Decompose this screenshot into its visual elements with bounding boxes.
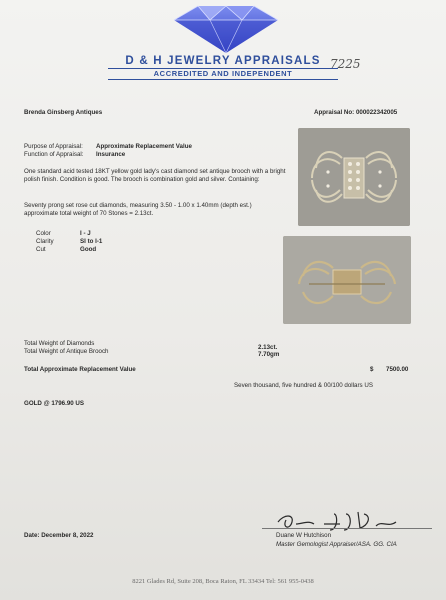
signature-line bbox=[262, 528, 432, 529]
total-brooch-label: Total Weight of Antique Brooch bbox=[24, 348, 109, 355]
brooch-photo-front bbox=[298, 128, 410, 226]
client-name: Brenda Ginsberg Antiques bbox=[24, 109, 103, 116]
diamond-paragraph: Seventy prong set rose cut diamonds, measuring 3.50 - 1.00 x 1.40mm (depth est.) approximate total weight of 70 Stones = 2.13ct. bbox=[24, 202, 252, 218]
function-value: Insurance bbox=[96, 151, 126, 158]
replacement-value: 7500.00 bbox=[386, 366, 409, 373]
footer-address: 8221 Glades Rd, Suite 208, Boca Raton, FL 33434 Tel: 561 955-0438 bbox=[132, 578, 314, 585]
total-diamonds-label: Total Weight of Diamonds bbox=[24, 340, 95, 347]
appraisal-number: Appraisal No: 000022342005 bbox=[314, 109, 398, 116]
handwritten-number: 7225 bbox=[330, 57, 361, 71]
signature-icon bbox=[272, 504, 412, 534]
grading-value: I - J bbox=[80, 230, 91, 237]
grading-value: SI to I-1 bbox=[80, 238, 103, 245]
grading-label: Cut bbox=[36, 246, 46, 253]
company-name: D & H JEWELRY APPRAISALS bbox=[125, 55, 321, 67]
header-divider-bottom bbox=[108, 79, 338, 80]
purpose-value: Approximate Replacement Value bbox=[96, 143, 192, 150]
total-diamonds-value: 2.13ct. bbox=[258, 344, 278, 351]
appraisal-date: Date: December 8, 2022 bbox=[24, 532, 94, 539]
function-label: Function of Appraisal: bbox=[24, 151, 84, 158]
replacement-value-label: Total Approximate Replacement Value bbox=[24, 366, 136, 373]
signer-name: Duane W Hutchison bbox=[276, 532, 332, 539]
description-paragraph: One standard acid tested 18KT yellow gold lady's cast diamond set antique brooch with a bright polish finish. Condition is good. The brooch is combination gold and silver. Containing: bbox=[24, 168, 286, 184]
diamond-icon bbox=[170, 4, 282, 54]
purpose-label: Purpose of Appraisal: bbox=[24, 143, 83, 150]
grading-label: Color bbox=[36, 230, 51, 237]
amount-in-words: Seven thousand, five hundred & 00/100 dollars US bbox=[234, 382, 373, 389]
total-brooch-value: 7.70gm bbox=[258, 351, 280, 358]
brooch-photo-back bbox=[283, 236, 411, 324]
gold-price: GOLD @ 1796.90 US bbox=[24, 400, 85, 407]
grading-value: Good bbox=[80, 246, 97, 253]
signer-title: Master Gemologist Appraiser/ASA. GG. CIA bbox=[276, 541, 397, 548]
company-tagline: ACCREDITED AND INDEPENDENT bbox=[153, 69, 293, 78]
grading-label: Clarity bbox=[36, 238, 54, 245]
currency-symbol: $ bbox=[370, 366, 374, 373]
